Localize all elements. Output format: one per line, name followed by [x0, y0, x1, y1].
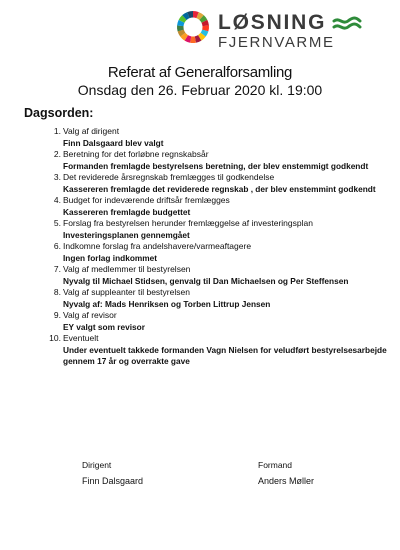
- agenda-item-number: 9.: [53, 310, 61, 320]
- agenda-item-number: 6.: [53, 241, 61, 251]
- document-subtitle: Onsdag den 26. Februar 2020 kl. 19:00: [77, 82, 323, 98]
- agenda-item-text: Indkomne forslag fra andelshavere/varmeaftagere: [63, 241, 252, 251]
- signature-name: Finn Dalsgaard: [82, 476, 144, 486]
- agenda-item-text: Budget for indeværende driftsår fremlægges: [63, 195, 230, 205]
- agenda-item-result: Finn Dalsgaard blev valgt: [63, 137, 164, 148]
- agenda-item-result: Under eventuelt takkede formanden Vagn Nielsen for veludført bestyrelsesarbejde gennem 17 år og overrakte gave: [63, 344, 387, 366]
- agenda-item-result: Nyvalg til Michael Stidsen, genvalg til Dan Michaelsen og Per Steffensen: [63, 275, 349, 286]
- agenda-item-number: 2.: [53, 149, 61, 159]
- agenda-item-result: EY valgt som revisor: [63, 321, 145, 332]
- agenda-item: [34, 149, 394, 172]
- agenda-item-number: 4.: [53, 195, 61, 205]
- signature-formand: [258, 457, 314, 489]
- agenda-item: [34, 333, 394, 368]
- agenda-item-result: Kassereren fremlagde det reviderede regnskab , der blev enstemmint godkendt: [63, 183, 376, 194]
- agenda-item: [34, 241, 394, 264]
- agenda-item-result: Ingen forlag indkommet: [63, 252, 158, 263]
- agenda-item: [34, 264, 394, 287]
- agenda-item-text: Eventuelt: [63, 333, 99, 343]
- agenda-item-result: Investeringsplanen gennemgået: [63, 229, 190, 240]
- sdg-wheel-icon: [176, 10, 210, 44]
- agenda-item-number: 5.: [53, 218, 61, 228]
- agenda-item-number: 8.: [53, 287, 61, 297]
- document-title: Referat af Generalforsamling: [107, 64, 293, 81]
- agenda-item-text: Valg af dirigent: [63, 126, 120, 136]
- agenda-item-result: Nyvalg af: Mads Henriksen og Torben Littrup Jensen: [63, 298, 271, 309]
- agenda-item: [34, 195, 394, 218]
- wave-icon: [332, 16, 362, 32]
- agenda-item-text: Valg af suppleanter til bestyrelsen: [63, 287, 190, 297]
- signature-name: Anders Møller: [258, 476, 315, 486]
- company-logo: [176, 10, 372, 52]
- logo-wordmark-bottom: FJERNVARME: [218, 34, 335, 51]
- agenda-item-number: 7.: [53, 264, 61, 274]
- agenda-item: [34, 126, 394, 149]
- agenda-item: [34, 287, 394, 310]
- logo-wordmark-top: LØSNING: [218, 11, 327, 34]
- agenda-item: [34, 310, 394, 333]
- agenda-item-text: Forslag fra bestyrelsen herunder fremlæggelse af investeringsplan: [63, 218, 313, 228]
- agenda-item-text: Valg af revisor: [63, 310, 117, 320]
- agenda-item-result: Formanden fremlagde bestyrelsens beretning, der blev enstemmigt godkendt: [63, 160, 369, 171]
- agenda-list: [34, 126, 394, 368]
- agenda-item-number: 10.: [49, 333, 61, 343]
- agenda-item: [34, 172, 394, 195]
- signature-role: Dirigent: [82, 460, 112, 470]
- agenda-item-number: 3.: [53, 172, 61, 182]
- agenda-item-result: Kassereren fremlagde budgettet: [63, 206, 191, 217]
- agenda-heading: Dagsorden:: [24, 106, 94, 120]
- agenda-item-number: 1.: [53, 126, 61, 136]
- signature-dirigent: [82, 457, 143, 489]
- agenda-item-text: Beretning for det forløbne regnskabsår: [63, 149, 209, 159]
- agenda-item-text: Det reviderede årsregnskab fremlægges til godkendelse: [63, 172, 275, 182]
- agenda-item-text: Valg af medlemmer til bestyrelsen: [63, 264, 191, 274]
- agenda-item: [34, 218, 394, 241]
- signature-role: Formand: [258, 460, 293, 470]
